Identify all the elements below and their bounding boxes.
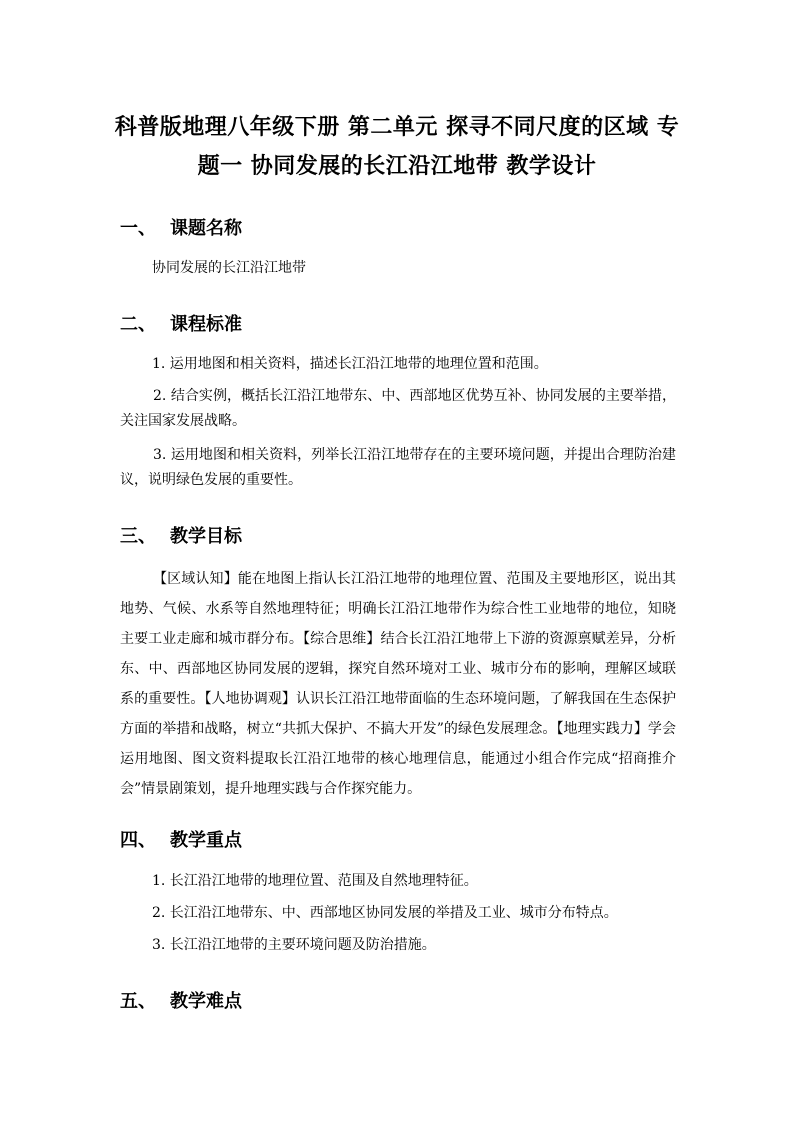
standard-item-3: 3. 运用地图和相关资料，列举长江沿江地带存在的主要环境问题，并提出合理防治建议，说明绿色发展的重要性。 [120, 447, 676, 488]
key-point-3: 3. 长江沿江地带的主要环境问题及防治措施。 [152, 937, 436, 953]
section-title: 课程标准 [170, 314, 242, 335]
section-heading-1 [120, 217, 242, 241]
section-heading-3 [120, 525, 242, 549]
section-number: 五、 [120, 991, 156, 1012]
section-title: 教学重点 [170, 830, 242, 851]
document-title: 科普版地理八年级下册 第二单元 探寻不同尺度的区域 专题一 协同发展的长江沿江地带 教学设计 [114, 114, 680, 179]
section-number: 三、 [120, 526, 156, 547]
section-title: 课题名称 [170, 218, 242, 239]
section-heading-2 [120, 313, 242, 337]
section-heading-4 [120, 829, 242, 853]
section-number: 四、 [120, 830, 156, 851]
section-title: 教学目标 [170, 526, 242, 547]
section-1-paragraph: 协同发展的长江沿江地带 [152, 260, 306, 276]
objectives-paragraph: 【区域认知】能在地图上指认长江沿江地带的地理位置、范围及主要地形区，说出其地势、气候、水系等自然地理特征；明确长江沿江地带作为综合性工业地带的地位，知晓主要工业走廊和城市群分布。【综合思维】结合长江沿江地带上下游的资源禀赋差异，分析东、中、西部地区协同发展的逻辑，探究自然环境对工业、城市分布的影响，理解区域联系的重要性。【人地协调观】认识长江沿江地带面临的生态环境问题，了解我国在生态保护方面的举措和战略，树立“共抓大保护、不搞大开发”的绿色发展理念。【地理实践力】学会运用地图、图文资料提取长江沿江地带的核心地理信息，能通过小组合作完成“招商推介会”情景剧策划，提升地理实践与合作探究能力。 [120, 571, 676, 797]
section-number: 二、 [120, 314, 156, 335]
section-title: 教学难点 [170, 991, 242, 1012]
standard-item-1: 1. 运用地图和相关资料，描述长江沿江地带的地理位置和范围。 [152, 356, 548, 372]
standard-item-2: 2. 结合实例，概括长江沿江地带东、中、西部地区优势互补、协同发展的主要举措，关注国家发展战略。 [120, 388, 676, 429]
section-number: 一、 [120, 218, 156, 239]
key-point-2: 2. 长江沿江地带东、中、西部地区协同发展的举措及工业、城市分布特点。 [152, 905, 618, 921]
section-heading-5 [120, 990, 242, 1014]
key-point-1: 1. 长江沿江地带的地理位置、范围及自然地理特征。 [152, 873, 478, 889]
